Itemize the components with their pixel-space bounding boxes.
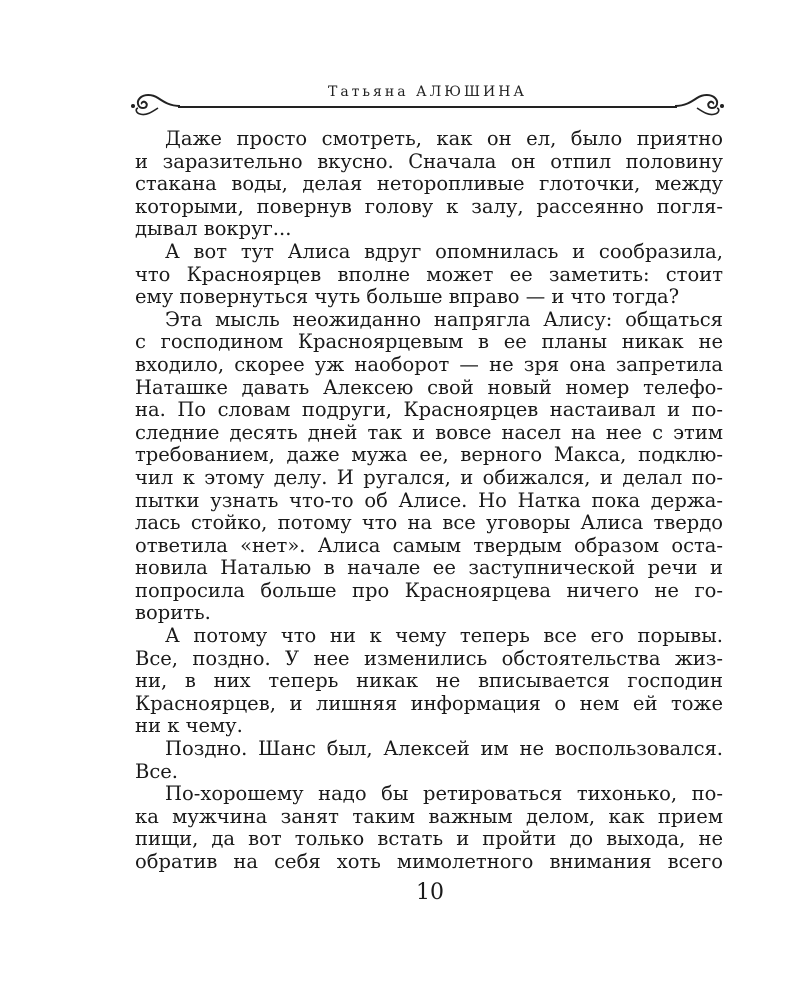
text-line: дывал вокруг... [135,217,292,241]
text-line: Красноярцев, и лишняя информация о нем ей тоже [135,691,723,715]
text-line: лась стойко, потому что на все уговоры Алиса твердо [135,511,723,535]
text-line: ответила «нет». Алиса самым твердым образом оста- [135,533,723,557]
text-line: ворить. [135,601,211,625]
text-line: ка мужчина занят таким важным делом, как прием [135,804,723,828]
text-line: Даже просто смотреть, как он ел, было приятно [165,127,723,150]
text-line: которыми, повернув голову к залу, рассеянно погля- [135,194,723,218]
text-line: обратив на себя хоть мимолетного внимания всего [135,850,723,873]
text-line: А потому что ни к чему теперь все его порывы. [165,624,723,648]
text-line: ни к чему. [135,714,243,738]
text-line: попросила больше про Красноярцева ничего не го- [135,578,723,602]
text-line: и заразительно вкусно. Сначала он отпил половину [135,149,723,173]
text-line: на. По словам подруги, Красноярцев настаивал и по- [135,398,723,422]
header-author-name: Татьяна АЛЮШИНА [328,84,527,100]
running-header [130,78,725,118]
right-flourish-ornament-icon [673,92,725,122]
text-line: А вот тут Алиса вдруг опомнилась и сообразила, [165,239,723,263]
text-line: ему повернуться чуть больше вправо — и что тогда? [135,285,680,309]
book-page-text [135,128,723,874]
text-line: новила Наталью в начале ее заступнической речи и [135,556,723,580]
text-line: пытки узнать что-то об Алисе. Но Натка пока держа- [135,488,723,512]
text-line: ни, в них теперь никак не вписывается господин [135,669,723,693]
text-line: входило, скорее уж наоборот — не зря она запретила [135,352,723,376]
text-line: По-хорошему надо бы ретироваться тихонько, по- [165,782,723,806]
text-line: требованием, даже мужа ее, верного Макса, подклю- [135,443,723,467]
text-line: стакана воды, делая неторопливые глоточки, между [135,172,723,196]
text-line: пищи, да вот только встать и пройти до выхода, не [135,827,723,851]
text-line: чил к этому делу. И ругался, и обижался, и делал по- [135,465,723,489]
text-line: Эта мысль неожиданно напрягла Алису: общаться [165,307,723,331]
text-line: следние десять дней так и вовсе насел на нее с этим [135,420,723,444]
text-line: Наташке давать Алексею свой новый номер телефо- [135,375,723,399]
text-line: что Красноярцев вполне может ее заметить: стоит [135,262,723,286]
text-line: Поздно. Шанс был, Алексей им не воспользовался. [165,737,723,761]
text-line: с господином Красноярцевым в ее планы никак не [135,330,723,354]
text-line: Все. [135,759,178,783]
text-line: Все, поздно. У нее изменились обстоятельства жиз- [135,646,723,670]
header-rule [178,106,677,108]
page-number: 10 [416,880,444,905]
